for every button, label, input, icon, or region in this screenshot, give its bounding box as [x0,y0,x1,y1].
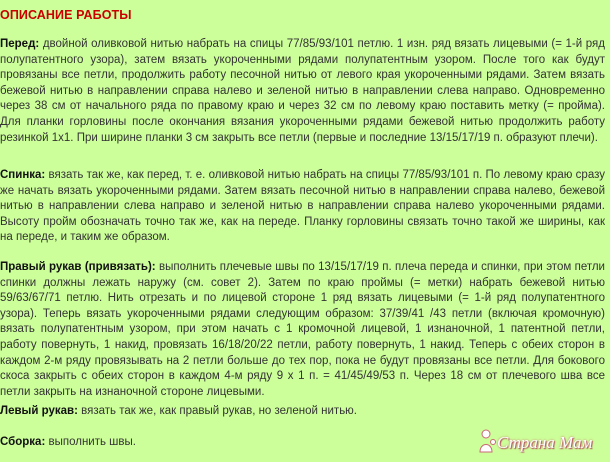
section-heading: Перед: [0,38,40,50]
section-heading: Спинка: [0,169,46,181]
section-front [0,37,605,146]
section-text: выполнить швы. [45,436,136,448]
section-text: вязать так же, как правый рукав, но зеленой нитью. [77,405,358,417]
section-text: вязать так же, как перед, т. е. оливковой нитью набрать на спицы 77/85/93/101 п. По левому краю сразу же начать вязать укороченными рядами. Затем вязать песочной нитью в направлении справа налево, бежевой нитью в направлении слева направо и зеленой нитью в направлении справа налево укороченными рядами. Высоту пройм обозначать точно так же, как на переде. Планку горловины связать точно такой же ширины, как на переде, и таким же образом. [0,169,605,244]
section-heading: Левый рукав: [0,405,78,417]
section-text: выполнить плечевые швы по 13/15/17/19 п. плеча переда и спинки, при этом петли спинки должны лежать наружу (см. совет 2). Затем по краю проймы (= метки) набрать бежевой нитью 59/63/67/71 петлю. Нить отрезать и по лицевой стороне 1 ряд вязать лицевыми (= 1-й ряд полупатентного узора). Теперь вязать укороченными рядами следующим образом: 37/39/41 /43 петли (включая кромочную) вязать полупатентным узором, при этом начать с 1 кромочной лицевой, 1 изнаночной, 1 патентной петли, работу повернуть, 1 накид, провязать 16/18/20/22 петли, работу повернуть, 1 накид. Теперь с обеих сторон в каждом 2-м ряду провязывать на 2 петли больше до тех пор, пока не будут провязаны все петли. Для бокового скоса закрыть с обеих сторон в каждом 4-м ряду 9 х 1 п. = 41/45/49/53 п. Через 18 см от плечевого шва все петли закрыть на изнаночной стороне лицевыми. [0,261,605,398]
watermark: Страна Мам [497,433,593,452]
mother-child-icon [477,428,499,454]
section-back [0,168,605,246]
section-right-sleeve [0,260,605,400]
section-heading: Правый рукав (привязать): [0,261,156,273]
section-heading: Сборка: [0,436,46,448]
page-title: ОПИСАНИЕ РАБОТЫ [0,8,132,22]
section-left-sleeve [0,404,605,420]
section-text: двойной оливковой нитью набрать на спицы 77/85/93/101 петлю. 1 изн. ряд вязать лицевыми (= 1-й ряд полупатентного узора), затем вязать укороченными рядами полупатентным узором. После того как будут провязаны все петли, продолжить работу песочной нитью от левого края укороченными рядами. Затем вязать бежевой нитью в направлении справа налево и зеленой нитью в направлении слева направо. Одновременно через 38 см от начального ряда по правому краю и через 32 см по левому краю поставить метку (= пройма). Для планки горловины после окончания вязания укороченными рядами бежевой нитью продолжить работу резинкой 1х1. При ширине планки 3 см закрыть все петли (первые и последние 13/15/17/19 п. образуют плечи). [0,38,605,144]
